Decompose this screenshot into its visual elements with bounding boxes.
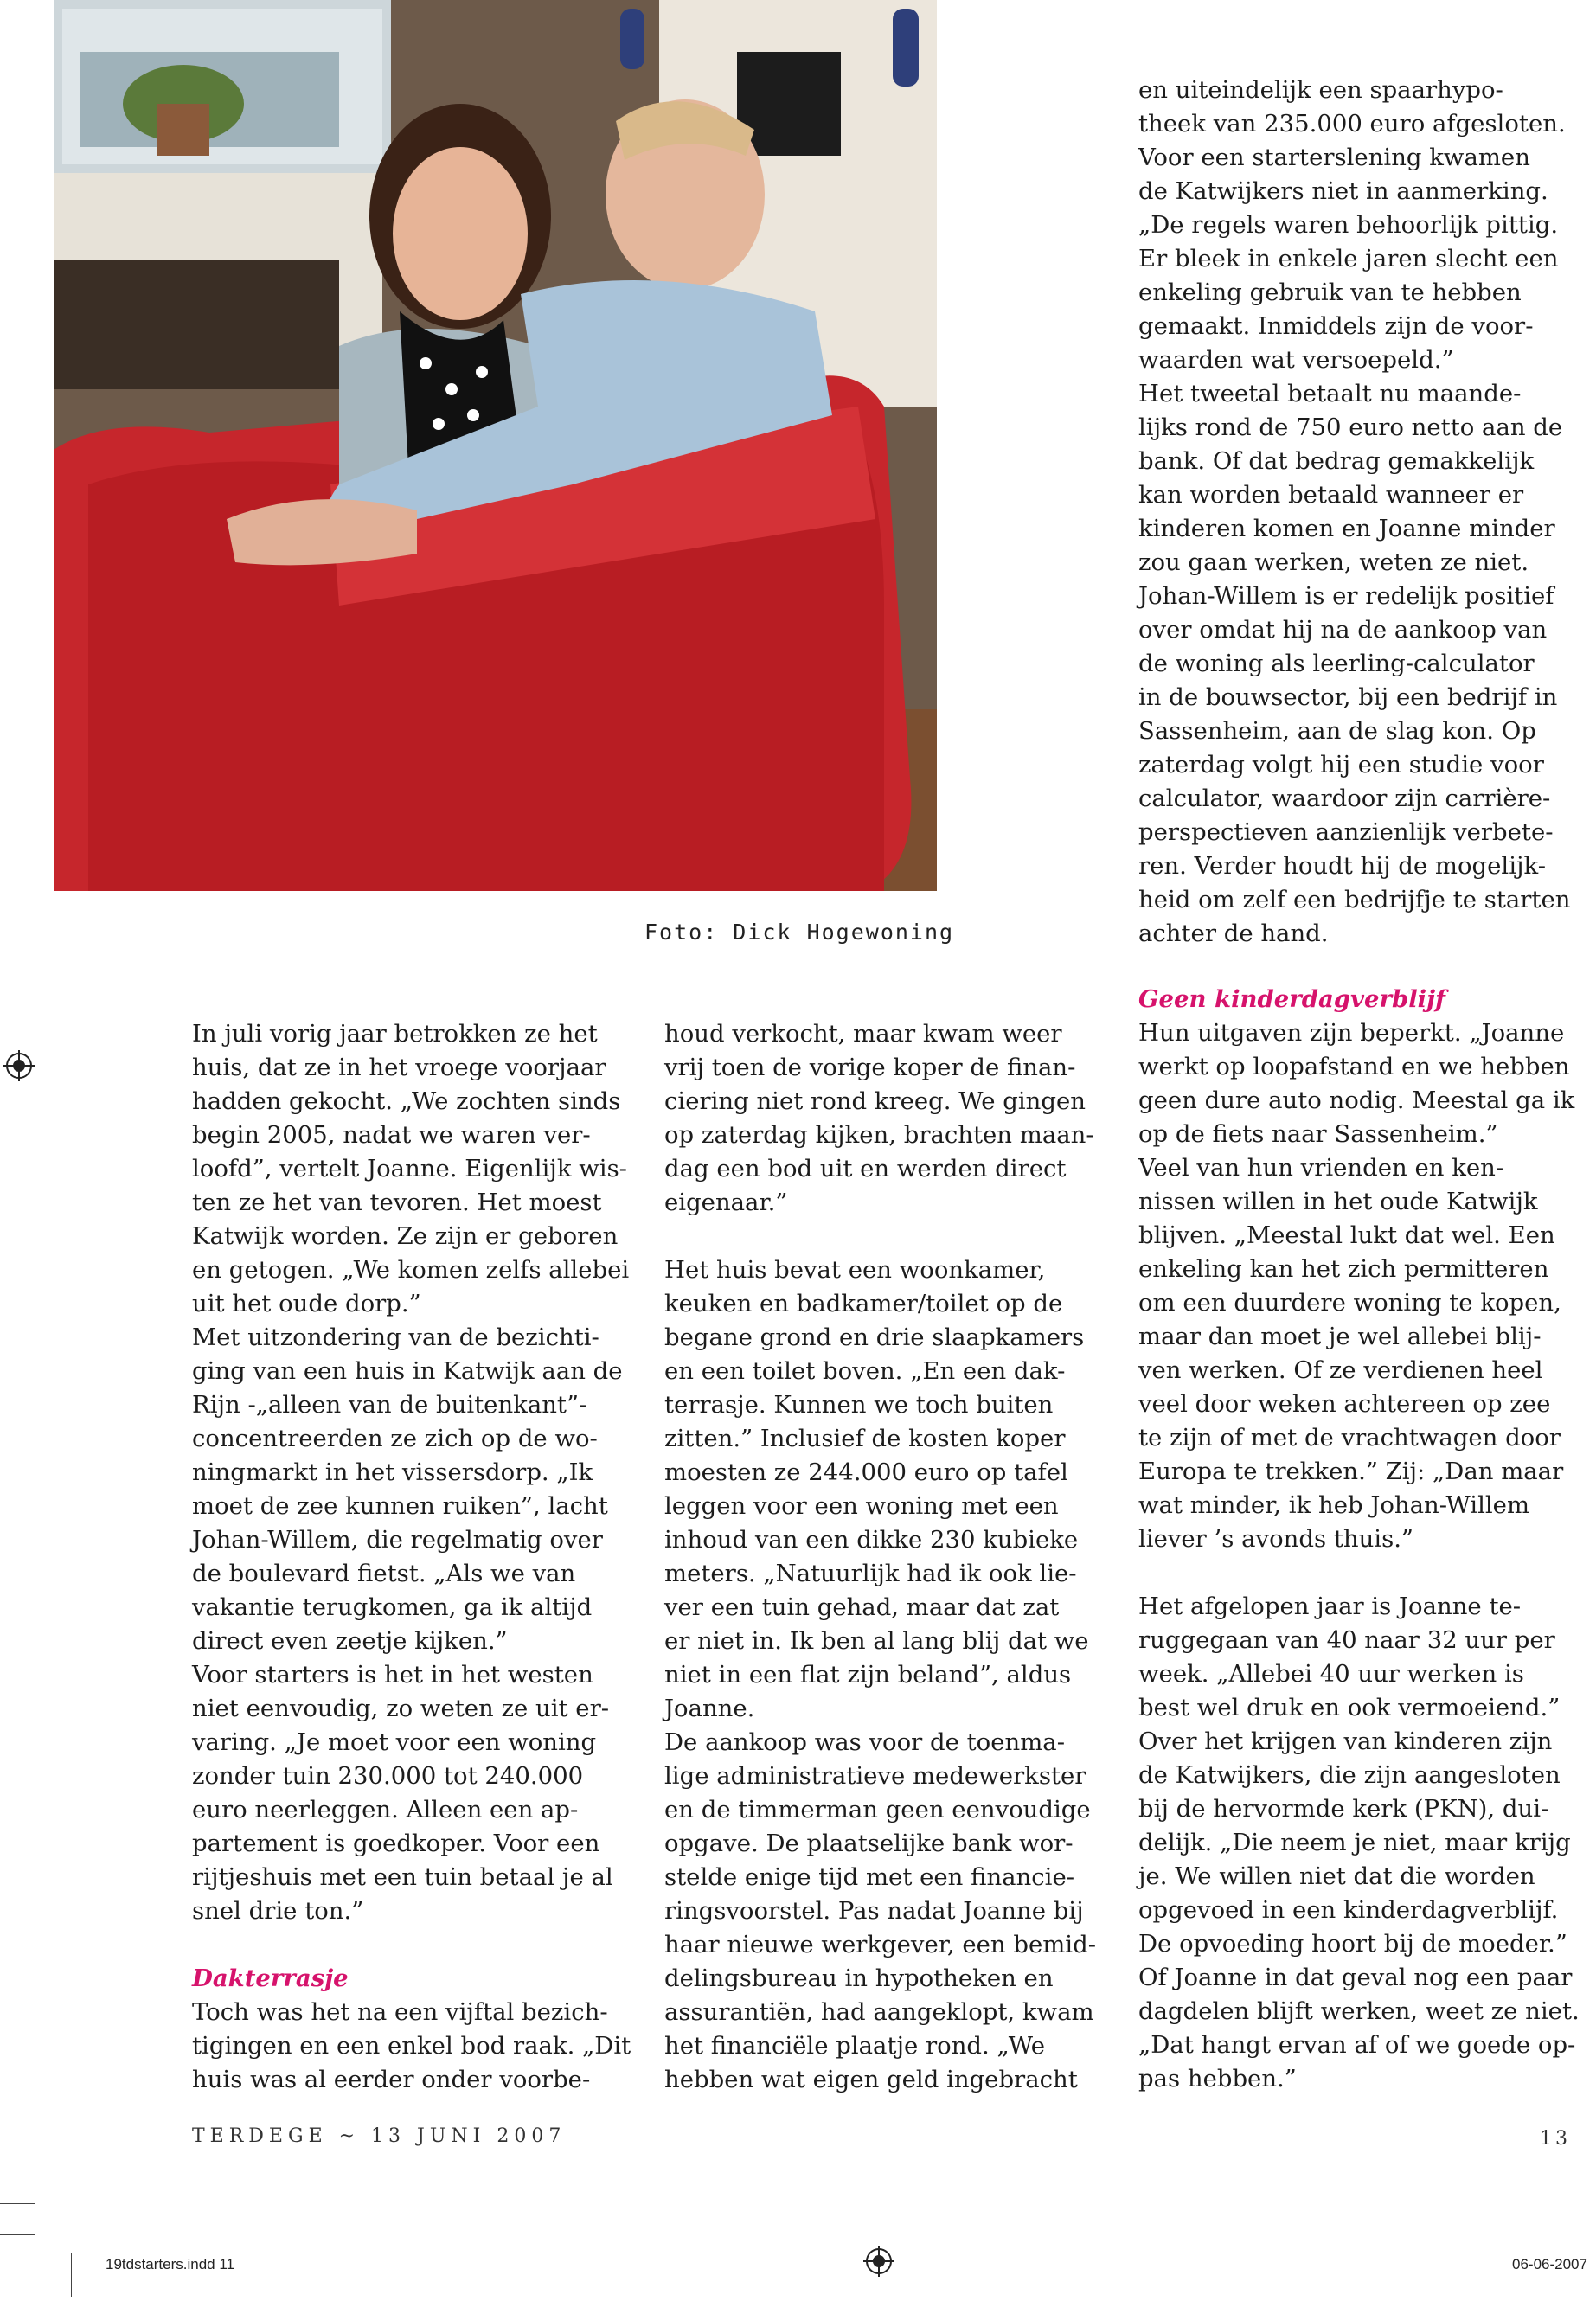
article-photo bbox=[54, 0, 937, 891]
line: leggen voor een woning met een bbox=[664, 1492, 1059, 1520]
line: „De regels waren behoorlijk pittig. bbox=[1138, 211, 1559, 239]
line: ging van een huis in Katwijk aan de bbox=[192, 1357, 623, 1385]
line: Joanne. bbox=[664, 1695, 755, 1722]
line: en de timmerman geen eenvoudige bbox=[664, 1796, 1091, 1823]
line: enkeling kan het zich permitteren bbox=[1138, 1255, 1549, 1283]
article-column-middle bbox=[664, 1017, 1114, 2097]
line: Veel van hun vrienden en ken- bbox=[1138, 1154, 1504, 1182]
line: op de fiets naar Sassenheim.” bbox=[1138, 1120, 1498, 1148]
line: niet in een flat zijn beland”, aldus bbox=[664, 1661, 1072, 1689]
line: zaterdag volgt hij een studie voor bbox=[1138, 751, 1544, 779]
article-column-right-top bbox=[1138, 74, 1588, 951]
line: Over het krijgen van kinderen zijn bbox=[1138, 1727, 1553, 1755]
line: delijk. „Die neem je niet, maar krijg bbox=[1138, 1829, 1571, 1856]
subheading-geen-kinderdagverblijf: Geen kinderdagverblijf bbox=[1138, 985, 1445, 1013]
line: lige administratieve medewerkster bbox=[664, 1762, 1086, 1790]
line: ciering niet rond kreeg. We gingen bbox=[664, 1087, 1086, 1115]
crop-mark bbox=[0, 2234, 35, 2235]
line: huis was al eerder onder voorbe- bbox=[192, 2066, 591, 2093]
line: terrasje. Kunnen we toch buiten bbox=[664, 1391, 1054, 1419]
line: Rijn -„alleen van de buitenkant”- bbox=[192, 1391, 587, 1419]
line: tigingen en een enkel bod raak. „Dit bbox=[192, 2032, 631, 2060]
line: loofd”, vertelt Joanne. Eigenlijk wis- bbox=[192, 1155, 627, 1183]
line: in de bouwsector, bij een bedrijf in bbox=[1138, 683, 1558, 711]
line: nissen willen in het oude Katwijk bbox=[1138, 1188, 1538, 1215]
line: opgevoed in een kinderdagverblijf. bbox=[1138, 1896, 1559, 1924]
line: heid om zelf een bedrijfje te starten bbox=[1138, 886, 1571, 913]
line: Met uitzondering van de bezichti- bbox=[192, 1324, 599, 1351]
line: je. We willen niet dat die worden bbox=[1138, 1862, 1535, 1890]
line: er niet in. Ik ben al lang blij dat we bbox=[664, 1627, 1089, 1655]
line: veel door weken achtereen op zee bbox=[1138, 1390, 1551, 1418]
line: ringsvoorstel. Pas nadat Joanne bij bbox=[664, 1897, 1084, 1925]
line: varing. „Je moet voor een woning bbox=[192, 1728, 597, 1756]
line: de Katwijkers, die zijn aangesloten bbox=[1138, 1761, 1561, 1789]
line: om een duurdere woning te kopen, bbox=[1138, 1289, 1561, 1317]
registration-mark-icon bbox=[3, 1050, 35, 1081]
line: best wel druk en ook vermoeiend.” bbox=[1138, 1694, 1561, 1721]
line: opgave. De plaatselijke bank wor- bbox=[664, 1830, 1074, 1857]
line: Europa te trekken.” Zij: „Dan maar bbox=[1138, 1458, 1564, 1485]
subheading-dakterrasje: Dakterrasje bbox=[192, 1965, 349, 1992]
line: huis, dat ze in het vroege voorjaar bbox=[192, 1054, 606, 1081]
line: assurantiën, had aangeklopt, kwam bbox=[664, 1998, 1094, 2026]
line: uit het oude dorp.” bbox=[192, 1290, 421, 1317]
line: Er bleek in enkele jaren slecht een bbox=[1138, 245, 1559, 272]
line: niet eenvoudig, zo weten ze uit er- bbox=[192, 1695, 610, 1722]
line: Hun uitgaven zijn beperkt. „Joanne bbox=[1138, 1019, 1565, 1047]
line: Het afgelopen jaar is Joanne te- bbox=[1138, 1593, 1522, 1620]
line: blijven. „Meestal lukt dat wel. Een bbox=[1138, 1221, 1555, 1249]
line: vrij toen de vorige koper de finan- bbox=[664, 1054, 1076, 1081]
line: De aankoop was voor de toenma- bbox=[664, 1728, 1065, 1756]
line: moesten ze 244.000 euro op tafel bbox=[664, 1458, 1068, 1486]
line: op zaterdag kijken, brachten maan- bbox=[664, 1121, 1094, 1149]
footer-magazine-date: TERDEGE ~ 13 JUNI 2007 bbox=[192, 2125, 567, 2147]
line: geen dure auto nodig. Meestal ga ik bbox=[1138, 1086, 1575, 1114]
line: Het tweetal betaalt nu maande- bbox=[1138, 380, 1522, 407]
line: Of Joanne in dat geval nog een paar bbox=[1138, 1964, 1573, 1991]
line: de boulevard fietst. „Als we van bbox=[192, 1560, 576, 1587]
line: enkeling gebruik van te hebben bbox=[1138, 279, 1522, 306]
line: Voor starters is het in het westen bbox=[192, 1661, 593, 1689]
footer-page-number: 13 bbox=[1540, 2128, 1571, 2150]
line: concentreerden ze zich op de wo- bbox=[192, 1425, 598, 1452]
line: dagdelen blijft werken, weet ze niet. bbox=[1138, 1997, 1580, 2025]
line: De opvoeding hoort bij de moeder.” bbox=[1138, 1930, 1567, 1958]
line: Katwijk worden. Ze zijn er geboren bbox=[192, 1222, 619, 1250]
line: hebben wat eigen geld ingebracht bbox=[664, 2066, 1078, 2093]
line: de Katwijkers niet in aanmerking. bbox=[1138, 177, 1548, 205]
line: „Dat hangt ervan af of we goede op- bbox=[1138, 2031, 1576, 2059]
line: inhoud van een dikke 230 kubieke bbox=[664, 1526, 1079, 1554]
slug-file-name: 19tdstarters.indd 11 bbox=[106, 2256, 234, 2272]
line: Het huis bevat een woonkamer, bbox=[664, 1256, 1046, 1284]
line: Johan-Willem is er redelijk positief bbox=[1138, 582, 1554, 610]
registration-mark-icon bbox=[863, 2246, 894, 2277]
article-column-right-bottom bbox=[1138, 983, 1588, 2096]
line: begin 2005, nadat we waren ver- bbox=[192, 1121, 591, 1149]
line: vakantie terugkomen, ga ik altijd bbox=[192, 1593, 593, 1621]
line: en getogen. „We komen zelfs allebei bbox=[192, 1256, 630, 1284]
line: de woning als leerling-calculator bbox=[1138, 650, 1535, 677]
line: dag een bod uit en werden direct bbox=[664, 1155, 1067, 1183]
line: snel drie ton.” bbox=[192, 1897, 364, 1925]
line: haar nieuwe werkgever, een bemid- bbox=[664, 1931, 1097, 1958]
line: zonder tuin 230.000 tot 240.000 bbox=[192, 1762, 584, 1790]
line: hadden gekocht. „We zochten sinds bbox=[192, 1087, 621, 1115]
line: partement is goedkoper. Voor een bbox=[192, 1830, 600, 1857]
line: keuken en badkamer/toilet op de bbox=[664, 1290, 1063, 1317]
line: te zijn of met de vrachtwagen door bbox=[1138, 1424, 1561, 1452]
line: over omdat hij na de aankoop van bbox=[1138, 616, 1548, 644]
line: gemaakt. Inmiddels zijn de voor- bbox=[1138, 312, 1534, 340]
line: ningmarkt in het vissersdorp. „Ik bbox=[192, 1458, 593, 1486]
photo-caption: Foto: Dick Hogewoning bbox=[644, 920, 955, 945]
line: en uiteindelijk een spaarhypo- bbox=[1138, 76, 1503, 104]
line: achter de hand. bbox=[1138, 920, 1329, 947]
line: ten ze het van tevoren. Het moest bbox=[192, 1189, 602, 1216]
article-column-left bbox=[192, 1017, 642, 2097]
line: zou gaan werken, weten ze niet. bbox=[1138, 548, 1529, 576]
line: en een toilet boven. „En een dak- bbox=[664, 1357, 1066, 1385]
line: pas hebben.” bbox=[1138, 2065, 1297, 2093]
line: moet de zee kunnen ruiken”, lacht bbox=[192, 1492, 608, 1520]
line: calculator, waardoor zijn carrière- bbox=[1138, 785, 1551, 812]
line: maar dan moet je wel allebei blij- bbox=[1138, 1323, 1542, 1350]
line: delingsbureau in hypotheken en bbox=[664, 1965, 1054, 1992]
line: het financiële plaatje rond. „We bbox=[664, 2032, 1046, 2060]
line: eigenaar.” bbox=[664, 1189, 788, 1216]
line: kan worden betaald wanneer er bbox=[1138, 481, 1524, 509]
line: Sassenheim, aan de slag kon. Op bbox=[1138, 717, 1536, 745]
line: ruggegaan van 40 naar 32 uur per bbox=[1138, 1626, 1555, 1654]
line: bank. Of dat bedrag gemakkelijk bbox=[1138, 447, 1535, 475]
line: bij de hervormde kerk (PKN), dui- bbox=[1138, 1795, 1549, 1823]
line: theek van 235.000 euro afgesloten. bbox=[1138, 110, 1566, 138]
line: lijks rond de 750 euro netto aan de bbox=[1138, 413, 1563, 441]
line: ren. Verder houdt hij de mogelijk- bbox=[1138, 852, 1547, 880]
line: Johan-Willem, die regelmatig over bbox=[192, 1526, 603, 1554]
line: direct even zeetje kijken.” bbox=[192, 1627, 508, 1655]
crop-mark bbox=[0, 2203, 35, 2204]
line: In juli vorig jaar betrokken ze het bbox=[192, 1020, 598, 1048]
line: liever ’s avonds thuis.” bbox=[1138, 1525, 1413, 1553]
line: meters. „Natuurlijk had ik ook lie- bbox=[664, 1560, 1077, 1587]
line: euro neerleggen. Alleen een ap- bbox=[192, 1796, 579, 1823]
line: Voor een starterslening kwamen bbox=[1138, 144, 1530, 171]
line: waarden wat versoepeld.” bbox=[1138, 346, 1454, 374]
line: perspectieven aanzienlijk verbete- bbox=[1138, 818, 1554, 846]
line: houd verkocht, maar kwam weer bbox=[664, 1020, 1062, 1048]
line: ven werken. Of ze verdienen heel bbox=[1138, 1356, 1543, 1384]
line: werkt op loopafstand en we hebben bbox=[1138, 1053, 1570, 1080]
line: ver een tuin gehad, maar dat zat bbox=[664, 1593, 1060, 1621]
line: zitten.” Inclusief de kosten koper bbox=[664, 1425, 1066, 1452]
line: week. „Allebei 40 uur werken is bbox=[1138, 1660, 1524, 1688]
line: stelde enige tijd met een financie- bbox=[664, 1863, 1075, 1891]
line: begane grond en drie slaapkamers bbox=[664, 1324, 1085, 1351]
line: wat minder, ik heb Johan-Willem bbox=[1138, 1491, 1530, 1519]
crop-mark bbox=[71, 2253, 72, 2297]
slug-date: 06-06-2007 bbox=[1512, 2256, 1587, 2272]
line: kinderen komen en Joanne minder bbox=[1138, 515, 1555, 542]
line: Toch was het na een vijftal bezich- bbox=[192, 1998, 608, 2026]
line: rijtjeshuis met een tuin betaal je al bbox=[192, 1863, 613, 1891]
